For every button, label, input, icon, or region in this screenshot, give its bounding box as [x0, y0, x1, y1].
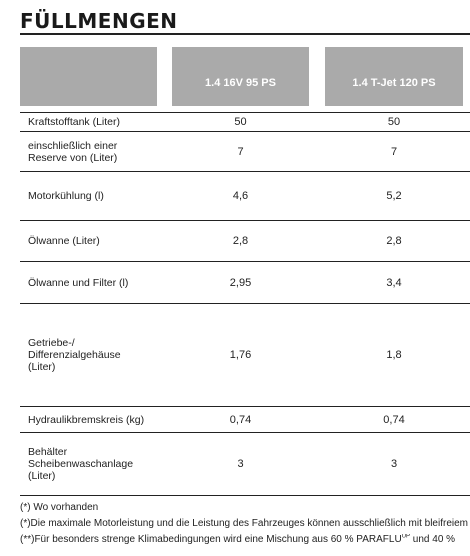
row-label: Ölwanne und Filter (l)	[28, 276, 129, 289]
row-value-engine-1: 4,6	[232, 190, 249, 202]
row-value-engine-2: 3	[390, 458, 398, 470]
row-value-engine-1: 50	[234, 116, 247, 128]
row-value-engine-2: 0,74	[383, 413, 405, 426]
footnote-engine-power: (*)Die maximale Motorleistung und die Leistung des Fahrzeuges können ausschließlich mit bleifreiem	[20, 518, 468, 529]
row-value-engine-1: 2,95	[229, 276, 252, 289]
table-row	[20, 221, 470, 262]
row-value-engine-1: 3	[237, 458, 244, 470]
row-label: Behälter Scheibenwaschanlage (Liter)	[28, 446, 134, 482]
row-value-engine-2: 50	[387, 116, 401, 128]
row-value-engine-2: 7	[390, 145, 398, 158]
row-value-engine-1: 7	[237, 145, 244, 158]
row-value-engine-1: 1,76	[229, 349, 252, 361]
row-value-engine-1: 0,74	[229, 413, 252, 426]
table-row	[20, 172, 470, 221]
row-value-engine-2: 5,2	[386, 190, 402, 202]
row-label: Motorkühlung (l)	[28, 190, 104, 202]
table-row	[20, 433, 470, 496]
footnote-coolant-superscript: UP	[401, 534, 411, 540]
table-row	[20, 132, 470, 172]
row-label: Kraftstofftank (Liter)	[28, 116, 121, 128]
page-title: FÜLLMENGEN	[20, 9, 178, 33]
table-header-empty	[20, 47, 157, 106]
footnote-coolant-text: (**)Für besonders strenge Klimabedingungen wird eine Mischung aus 60 % PARAFLU	[20, 534, 402, 545]
table-row	[20, 407, 470, 433]
title-underline	[20, 33, 470, 35]
table-header-engine-1: 1.4 16V 95 PS	[172, 47, 309, 106]
row-label: Getriebe-/ Differenzialgehäuse (Liter)	[28, 337, 121, 373]
row-label: Hydraulikbremskreis (kg)	[28, 413, 145, 426]
footnote-availability: (*) Wo vorhanden	[20, 502, 99, 513]
table-row	[20, 112, 470, 132]
footnote-coolant-mix	[20, 534, 470, 545]
row-value-engine-2: 1,8	[386, 349, 402, 361]
table-row	[20, 304, 470, 407]
footnote-coolant-text-end: und 40 %	[410, 534, 456, 545]
table-header-engine-2: 1.4 T-Jet 120 PS	[325, 47, 463, 106]
row-value-engine-1: 2,8	[232, 235, 249, 247]
row-label: Ölwanne (Liter)	[28, 235, 100, 247]
table-row	[20, 262, 470, 304]
row-value-engine-2: 2,8	[386, 235, 402, 247]
row-label: einschließlich einer Reserve von (Liter)	[28, 139, 118, 164]
row-value-engine-2: 3,4	[386, 276, 402, 289]
